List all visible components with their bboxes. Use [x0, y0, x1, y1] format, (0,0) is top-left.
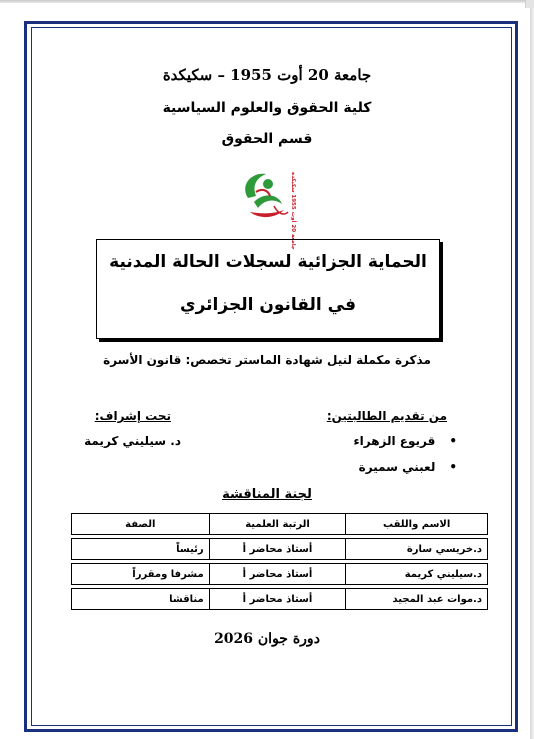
student-item — [359, 460, 457, 474]
member-rank: أستاذ محاضر أ — [209, 564, 346, 585]
column-header-role: الصفة — [72, 514, 210, 535]
column-header-rank: الرتبة العلمية — [209, 514, 346, 535]
member-role: مشرفا ومقرراً — [72, 564, 210, 585]
table-header-row — [72, 514, 488, 535]
table-row — [72, 589, 488, 610]
faculty-name: كلية الحقوق والعلوم السياسية — [162, 100, 372, 116]
committee-title: لجنة المناقشة — [222, 487, 312, 502]
member-rank: أستاذ محاضر أ — [209, 539, 346, 560]
viewer-top-edge — [0, 0, 534, 3]
department-name: قسم الحقوق — [221, 131, 313, 147]
student-item — [353, 434, 457, 448]
supervisor-name: د. سيليني كريمة — [84, 434, 181, 448]
students-label: من تقديم الطالبتين: — [326, 409, 447, 423]
table-row — [72, 564, 488, 585]
thesis-title-line2: في القانون الجزائري — [180, 295, 356, 315]
member-role: رئيساً — [72, 539, 210, 560]
university-logo-icon — [234, 168, 306, 250]
student-name: لعبني سميرة — [358, 460, 436, 474]
committee-table — [71, 513, 488, 610]
scroll-up-button[interactable] — [525, 0, 534, 8]
member-rank: أستاذ محاضر أ — [209, 589, 346, 610]
student-name: قريوع الزهراء — [353, 434, 436, 448]
bullet-icon: • — [449, 460, 457, 474]
title-box — [96, 239, 440, 339]
member-name: د.موات عبد المجيد — [346, 589, 488, 610]
session-label: دورة جوان 2026 — [214, 631, 320, 647]
member-name: د.خريسي سارة — [346, 539, 488, 560]
logo-text: جامعة 20 أوت 1955 سكيكدة — [290, 172, 296, 250]
column-header-name: الاسم واللقب — [346, 514, 488, 535]
member-role: مناقشا — [72, 589, 210, 610]
university-name: جامعة 20 أوت 1955 – سكيكدة — [162, 66, 372, 84]
table-row — [72, 539, 488, 560]
thesis-title-line1: الحماية الجزائية لسجلات الحالة المدنية — [109, 252, 427, 272]
supervisor-label: تحت إشراف: — [94, 409, 171, 423]
thesis-subtitle: مذكرة مكملة لنيل شهادة الماستر تخصص: قانون الأسرة — [103, 353, 431, 367]
member-name: د.سيليني كريمة — [346, 564, 488, 585]
bullet-icon: • — [449, 434, 457, 448]
